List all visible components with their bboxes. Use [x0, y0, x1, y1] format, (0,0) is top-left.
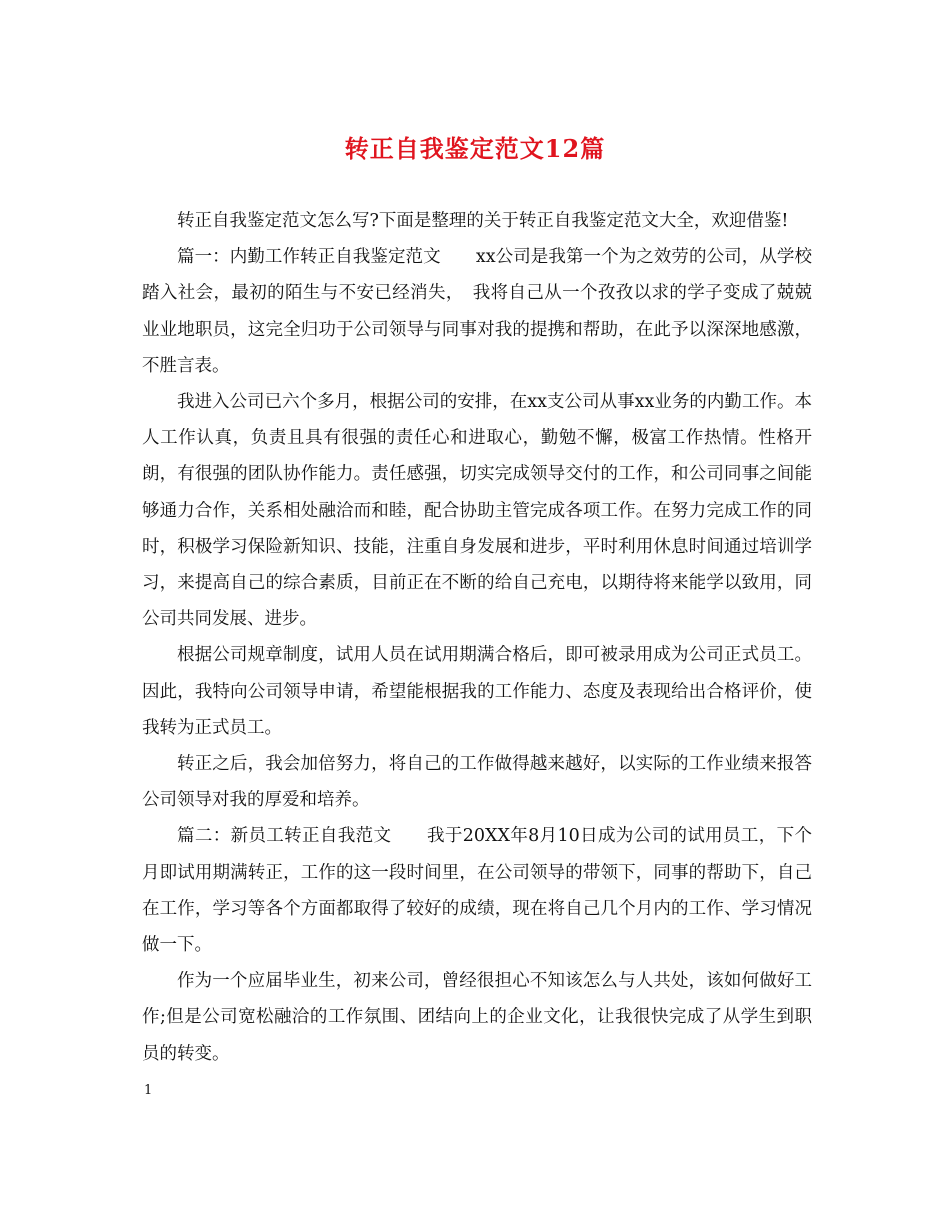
paragraph-part-one-intro: 篇一：内勤工作转正自我鉴定范文 xx公司是我第一个为之效劳的公司，从学校踏入社会，最初的陌生与不安已经消失， 我将自己从一个孜孜以求的学子变成了兢兢业业地职员，这完全归功于公司领导与同事对我的提携和帮助，在此予以深深地感激，不胜言表。 — [142, 247, 812, 376]
document-title: 转正自我鉴定范文12篇 — [344, 134, 606, 163]
paragraph-application: 根据公司规章制度，试用人员在试用期满合格后，即可被录用成为公司正式员工。因此，我特向公司领导申请，希望能根据我的工作能力、态度及表现给出合格评价，使我转为正式员工。 — [142, 645, 812, 738]
paragraph-part-two-intro: 篇二：新员工转正自我范文 我于20XX年8月10日成为公司的试用员工，下个月即试用期满转正，工作的这一段时间里，在公司领导的带领下，同事的帮助下，自己在工作，学习等各个方面都取得了较好的成绩，现在将自己几个月内的工作、学习情况做一下。 — [142, 826, 812, 956]
paragraph-intro: 转正自我鉴定范文怎么写?下面是整理的关于转正自我鉴定范文大全，欢迎借鉴! — [177, 211, 789, 231]
paragraph-commitment: 转正之后，我会加倍努力，将自己的工作做得越来越好，以实际的工作业绩来报答公司领导对我的厚爱和培养。 — [142, 754, 812, 811]
page-number: 1 — [144, 1083, 153, 1098]
paragraph-graduate: 作为一个应届毕业生，初来公司，曾经很担心不知该怎么与人共处，该如何做好工作;但是公司宽松融洽的工作氛围、团结向上的企业文化，让我很快完成了从学生到职员的转变。 — [142, 971, 812, 1064]
paragraph-work-summary: 我进入公司已六个多月，根据公司的安排，在xx支公司从事xx业务的内勤工作。本人工作认真，负责且具有很强的责任心和进取心，勤勉不懈，极富工作热情。性格开朗，有很强的团队协作能力。责任感强，切实完成领导交付的工作，和公司同事之间能够通力合作，关系相处融洽而和睦，配合协助主管完成各项工作。在努力完成工作的同时，积极学习保险新知识、技能，注重自身发展和进步，平时利用休息时间通过培训学习，来提高自己的综合素质，目前正在不断的给自己充电，以期待将来能学以致用，同公司共同发展、进步。 — [142, 392, 812, 630]
document-body — [142, 203, 812, 1072]
